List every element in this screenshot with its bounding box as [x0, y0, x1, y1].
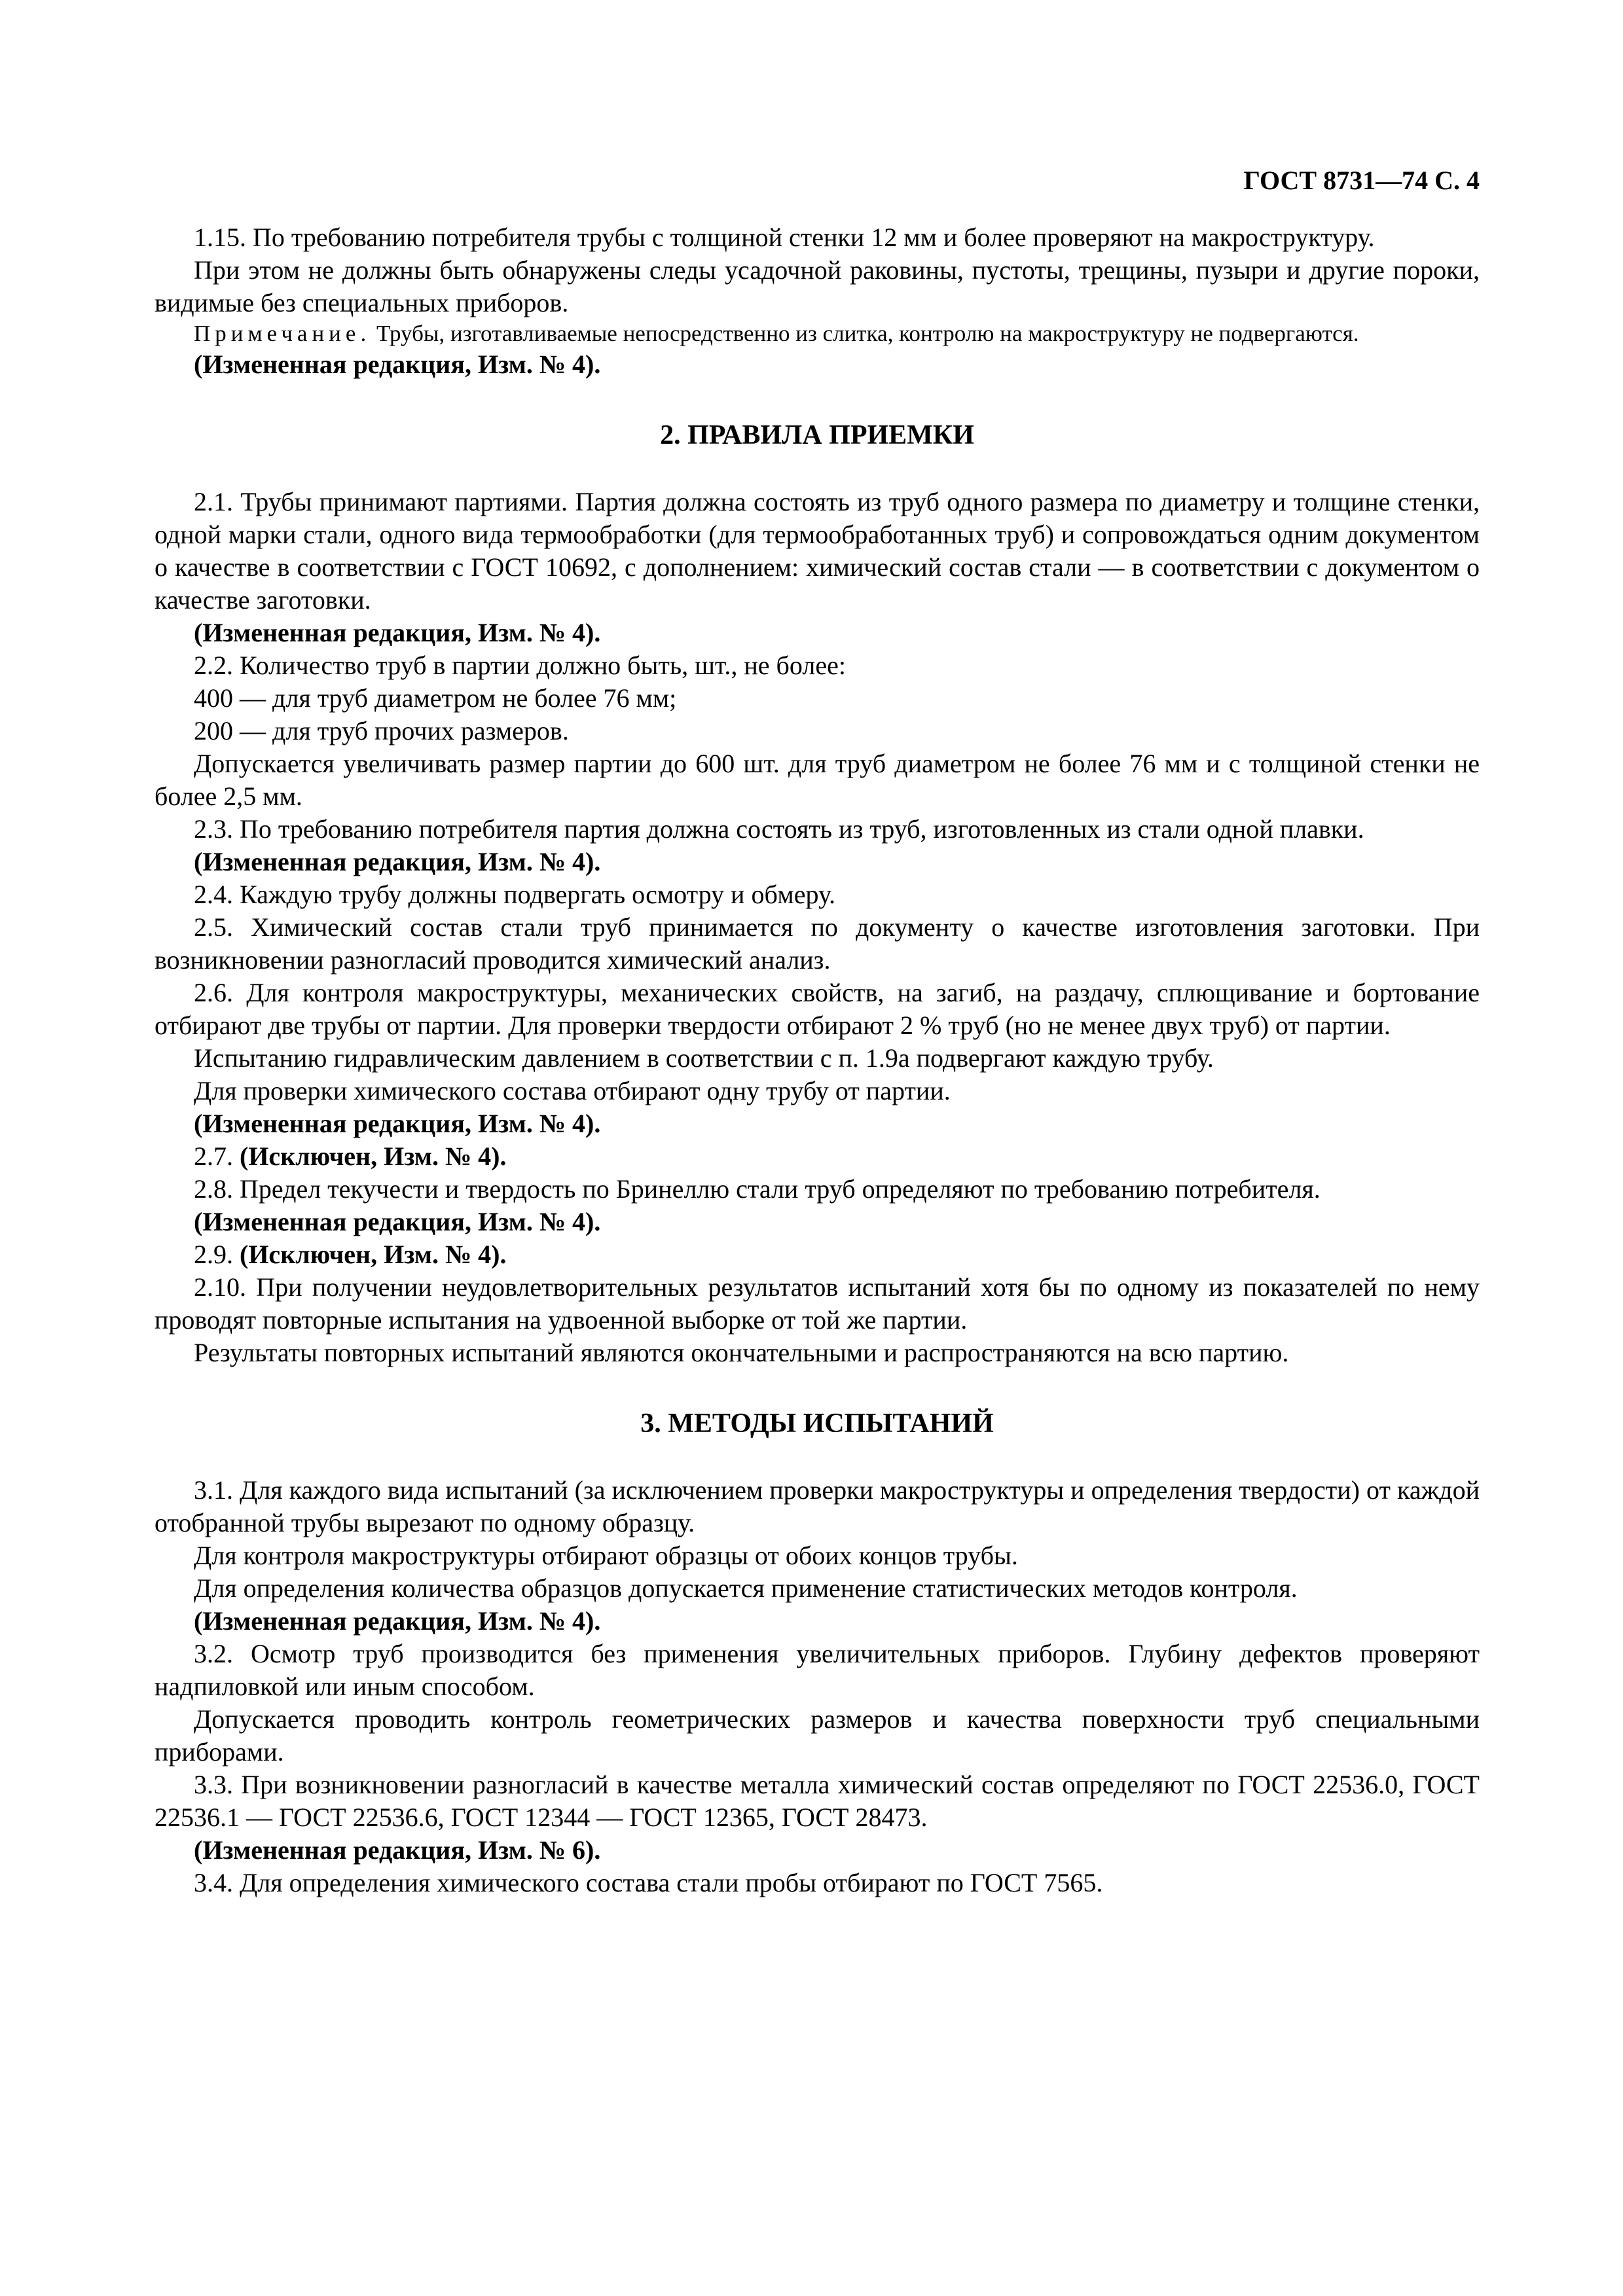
paragraph-2-6-hydraulic: Испытанию гидравлическим давлением в соответствии с п. 1.9а подвергают каждую трубу.	[194, 1043, 1214, 1073]
paragraph-2-10: 2.10. При получении неудовлетворительных результатов испытаний хотя бы по одному из показателей по нему проводят повторные испытания на удвоенной выборке от той же партии.	[155, 1272, 1480, 1335]
revision-note-3-1: (Измененная редакция, Изм. № 4).	[194, 1606, 601, 1636]
paragraph-2-6: 2.6. Для контроля макроструктуры, механических свойств, на загиб, на раздачу, сплющивание и бортование отбирают две трубы от партии. Для проверки твердости отбирают 2 % труб (но не менее двух труб) от партии.	[155, 978, 1480, 1040]
paragraph-2-3: 2.3. По требованию потребителя партия должна состоять из труб, изготовленных из стали одной плавки.	[194, 814, 1364, 844]
revision-note-2-3: (Измененная редакция, Изм. № 4).	[194, 847, 601, 876]
paragraph-2-9-excluded: (Исключен, Изм. № 4).	[240, 1240, 507, 1269]
revision-note-1-15: (Измененная редакция, Изм. № 4).	[194, 350, 601, 379]
page-header: ГОСТ 8731—74 С. 4	[1243, 166, 1480, 195]
paragraph-2-1: 2.1. Трубы принимают партиями. Партия должна состоять из труб одного размера по диаметру и толщине стенки, одной марки стали, одного вида термообработки (для термообработанных труб) и сопровождаться одним документом о качестве в соответствии с ГОСТ 10692, с дополнением: химический состав стали — в соответствии с документом о качестве заготовки.	[155, 487, 1480, 615]
note-text: Трубы, изготавливаемые непосредственно из слитка, контролю на макроструктуру не подвергаются.	[371, 321, 1359, 346]
paragraph-2-6-chemical: Для проверки химического состава отбирают одну трубу от партии.	[194, 1076, 951, 1105]
note	[155, 319, 1480, 348]
section-3-heading: 3. МЕТОДЫ ИСПЫТАНИЙ	[640, 1408, 994, 1439]
paragraph-2-7-excluded: (Исключен, Изм. № 4).	[240, 1141, 507, 1171]
paragraph-2-9	[155, 1238, 1480, 1271]
paragraph-3-1-statistics: Для определения количества образцов допускается применение статистических методов контроля.	[194, 1573, 1298, 1603]
revision-note-2-1: (Измененная редакция, Изм. № 4).	[194, 618, 601, 647]
paragraph-2-5: 2.5. Химический состав стали труб принимается по документу о качестве изготовления заготовки. При возникновении разногласий проводится химический анализ.	[155, 912, 1480, 975]
document-body	[155, 221, 1480, 1899]
paragraph-1-15-defects: При этом не должны быть обнаружены следы усадочной раковины, пустоты, трещины, пузыри и другие пороки, видимые без специальных приборов.	[155, 255, 1480, 317]
note-label: Примечание.	[194, 321, 371, 346]
paragraph-3-3: 3.3. При возникновении разногласий в качестве металла химический состав определяют по ГОСТ 22536.0, ГОСТ 22536.1 — ГОСТ 22536.6, ГОСТ 12344 — ГОСТ 12365, ГОСТ 28473.	[155, 1770, 1480, 1832]
paragraph-3-4: 3.4. Для определения химического состава стали пробы отбирают по ГОСТ 7565.	[194, 1868, 1103, 1897]
section-2-heading: 2. ПРАВИЛА ПРИЕМКИ	[660, 420, 974, 450]
paragraph-2-8: 2.8. Предел текучести и твердость по Бринеллю стали труб определяют по требованию потребителя.	[194, 1174, 1321, 1204]
paragraph-3-2: 3.2. Осмотр труб производится без применения увеличительных приборов. Глубину дефектов проверяют надпиловкой или иным способом.	[155, 1639, 1480, 1701]
paragraph-2-7	[155, 1140, 1480, 1173]
paragraph-2-2: 2.2. Количество труб в партии должно быть, шт., не более:	[194, 651, 846, 680]
paragraph-2-10-final: Результаты повторных испытаний являются окончательными и распространяются на всю партию.	[194, 1338, 1289, 1367]
paragraph-3-1: 3.1. Для каждого вида испытаний (за исключением проверки макроструктуры и определения твердости) от каждой отобранной трубы вырезают по одному образцу.	[155, 1475, 1480, 1537]
paragraph-2-2-item-200: 200 — для труб прочих размеров.	[194, 716, 569, 745]
paragraph-3-1-macro: Для контроля макроструктуры отбирают образцы от обоих концов трубы.	[194, 1541, 1018, 1570]
revision-note-2-8: (Измененная редакция, Изм. № 4).	[194, 1207, 601, 1236]
paragraph-1-15: 1.15. По требованию потребителя трубы с толщиной стенки 12 мм и более проверяют на макроструктуру.	[194, 223, 1375, 252]
paragraph-2-2-allowance: Допускается увеличивать размер партии до 600 шт. для труб диаметром не более 76 мм и с толщиной стенки не более 2,5 мм.	[155, 749, 1480, 811]
revision-note-3-3: (Измененная редакция, Изм. № 6).	[194, 1835, 601, 1865]
paragraph-3-2-instruments: Допускается проводить контроль геометрических размеров и качества поверхности труб специальными приборами.	[155, 1704, 1480, 1767]
paragraph-2-7-number: 2.7.	[194, 1141, 240, 1171]
paragraph-2-9-number: 2.9.	[194, 1240, 240, 1269]
paragraph-2-4: 2.4. Каждую трубу должны подвергать осмотру и обмеру.	[194, 880, 835, 909]
paragraph-2-2-item-400: 400 — для труб диаметром не более 76 мм;	[194, 683, 677, 713]
revision-note-2-6: (Измененная редакция, Изм. № 4).	[194, 1109, 601, 1138]
